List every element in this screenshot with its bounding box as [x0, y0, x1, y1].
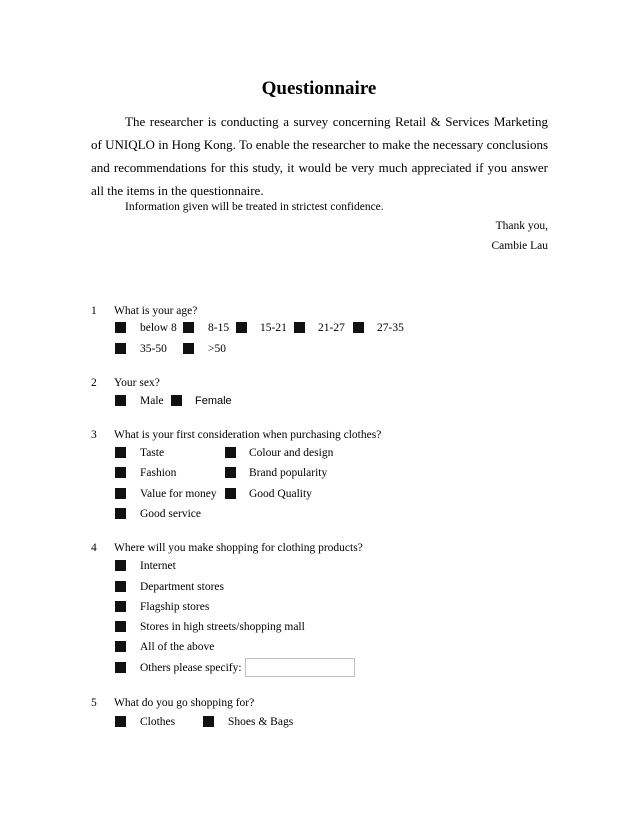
- thanks-text: Thank you,: [495, 220, 548, 232]
- question-text: Your sex?: [114, 377, 160, 389]
- checkbox[interactable]: [115, 343, 126, 354]
- option-label: Department stores: [140, 581, 224, 593]
- question-text: What do you go shopping for?: [114, 697, 255, 709]
- checkbox[interactable]: [115, 641, 126, 652]
- checkbox[interactable]: [115, 508, 126, 519]
- option-label: Internet: [140, 560, 176, 572]
- option-label: Value for money: [140, 488, 217, 500]
- page-title: Questionnaire: [261, 78, 377, 99]
- intro-paragraph: The researcher is conducting a survey concerning Retail & Services Marketing of UNIQLO in Hong Kong. To enable the researcher to make the necessary conclusions and recommendations for this study, it would be very much appreciated if you answer all the items in the questionnaire.: [91, 114, 548, 198]
- checkbox[interactable]: [115, 488, 126, 499]
- checkbox[interactable]: [353, 322, 364, 333]
- option-label: Clothes: [140, 716, 176, 728]
- option-label: >50: [208, 343, 226, 355]
- option-label: Others please specify:: [140, 662, 242, 674]
- checkbox[interactable]: [115, 601, 126, 612]
- checkbox[interactable]: [225, 447, 236, 458]
- signature: Cambie Lau: [491, 240, 548, 252]
- option-label: 8-15: [208, 322, 230, 334]
- checkbox[interactable]: [115, 662, 126, 673]
- option-label: Female: [195, 395, 232, 407]
- option-label: Stores in high streets/shopping mall: [140, 621, 305, 633]
- option-label: 27-35: [377, 322, 404, 334]
- question-number: 1: [91, 305, 97, 317]
- question-number: 5: [91, 697, 97, 709]
- option-label: Good service: [140, 508, 201, 520]
- option-label: Taste: [140, 447, 165, 459]
- checkbox[interactable]: [294, 322, 305, 333]
- option-label: Flagship stores: [140, 601, 210, 613]
- checkbox[interactable]: [115, 716, 126, 727]
- checkbox[interactable]: [225, 467, 236, 478]
- option-label: 21-27: [318, 322, 345, 334]
- checkbox[interactable]: [115, 322, 126, 333]
- option-label: Brand popularity: [249, 467, 328, 479]
- checkbox[interactable]: [115, 447, 126, 458]
- question-number: 4: [91, 542, 97, 554]
- checkbox[interactable]: [115, 395, 126, 406]
- checkbox[interactable]: [183, 343, 194, 354]
- specify-input[interactable]: [245, 658, 355, 677]
- signoff: [491, 216, 548, 256]
- checkbox[interactable]: [171, 395, 182, 406]
- question-text: Where will you make shopping for clothing products?: [114, 542, 363, 554]
- checkbox[interactable]: [115, 621, 126, 632]
- option-label: Fashion: [140, 467, 177, 479]
- question-text: What is your first consideration when purchasing clothes?: [114, 429, 382, 441]
- checkbox[interactable]: [236, 322, 247, 333]
- question-number: 2: [91, 377, 97, 389]
- checkbox[interactable]: [115, 467, 126, 478]
- question-number: 3: [91, 429, 97, 441]
- option-label: 15-21: [260, 322, 287, 334]
- option-label: Good Quality: [249, 488, 312, 500]
- checkbox[interactable]: [183, 322, 194, 333]
- question-text: What is your age?: [114, 305, 198, 317]
- checkbox[interactable]: [115, 560, 126, 571]
- option-label: 35-50: [140, 343, 167, 355]
- option-label: Male: [140, 395, 164, 407]
- option-label: Shoes & Bags: [228, 716, 294, 728]
- option-label: below 8: [140, 322, 177, 334]
- option-label: Colour and design: [249, 447, 334, 459]
- checkbox[interactable]: [115, 581, 126, 592]
- option-label: All of the above: [140, 641, 215, 653]
- checkbox[interactable]: [203, 716, 214, 727]
- confidentiality-note: Information given will be treated in strictest confidence.: [125, 201, 384, 213]
- checkbox[interactable]: [225, 488, 236, 499]
